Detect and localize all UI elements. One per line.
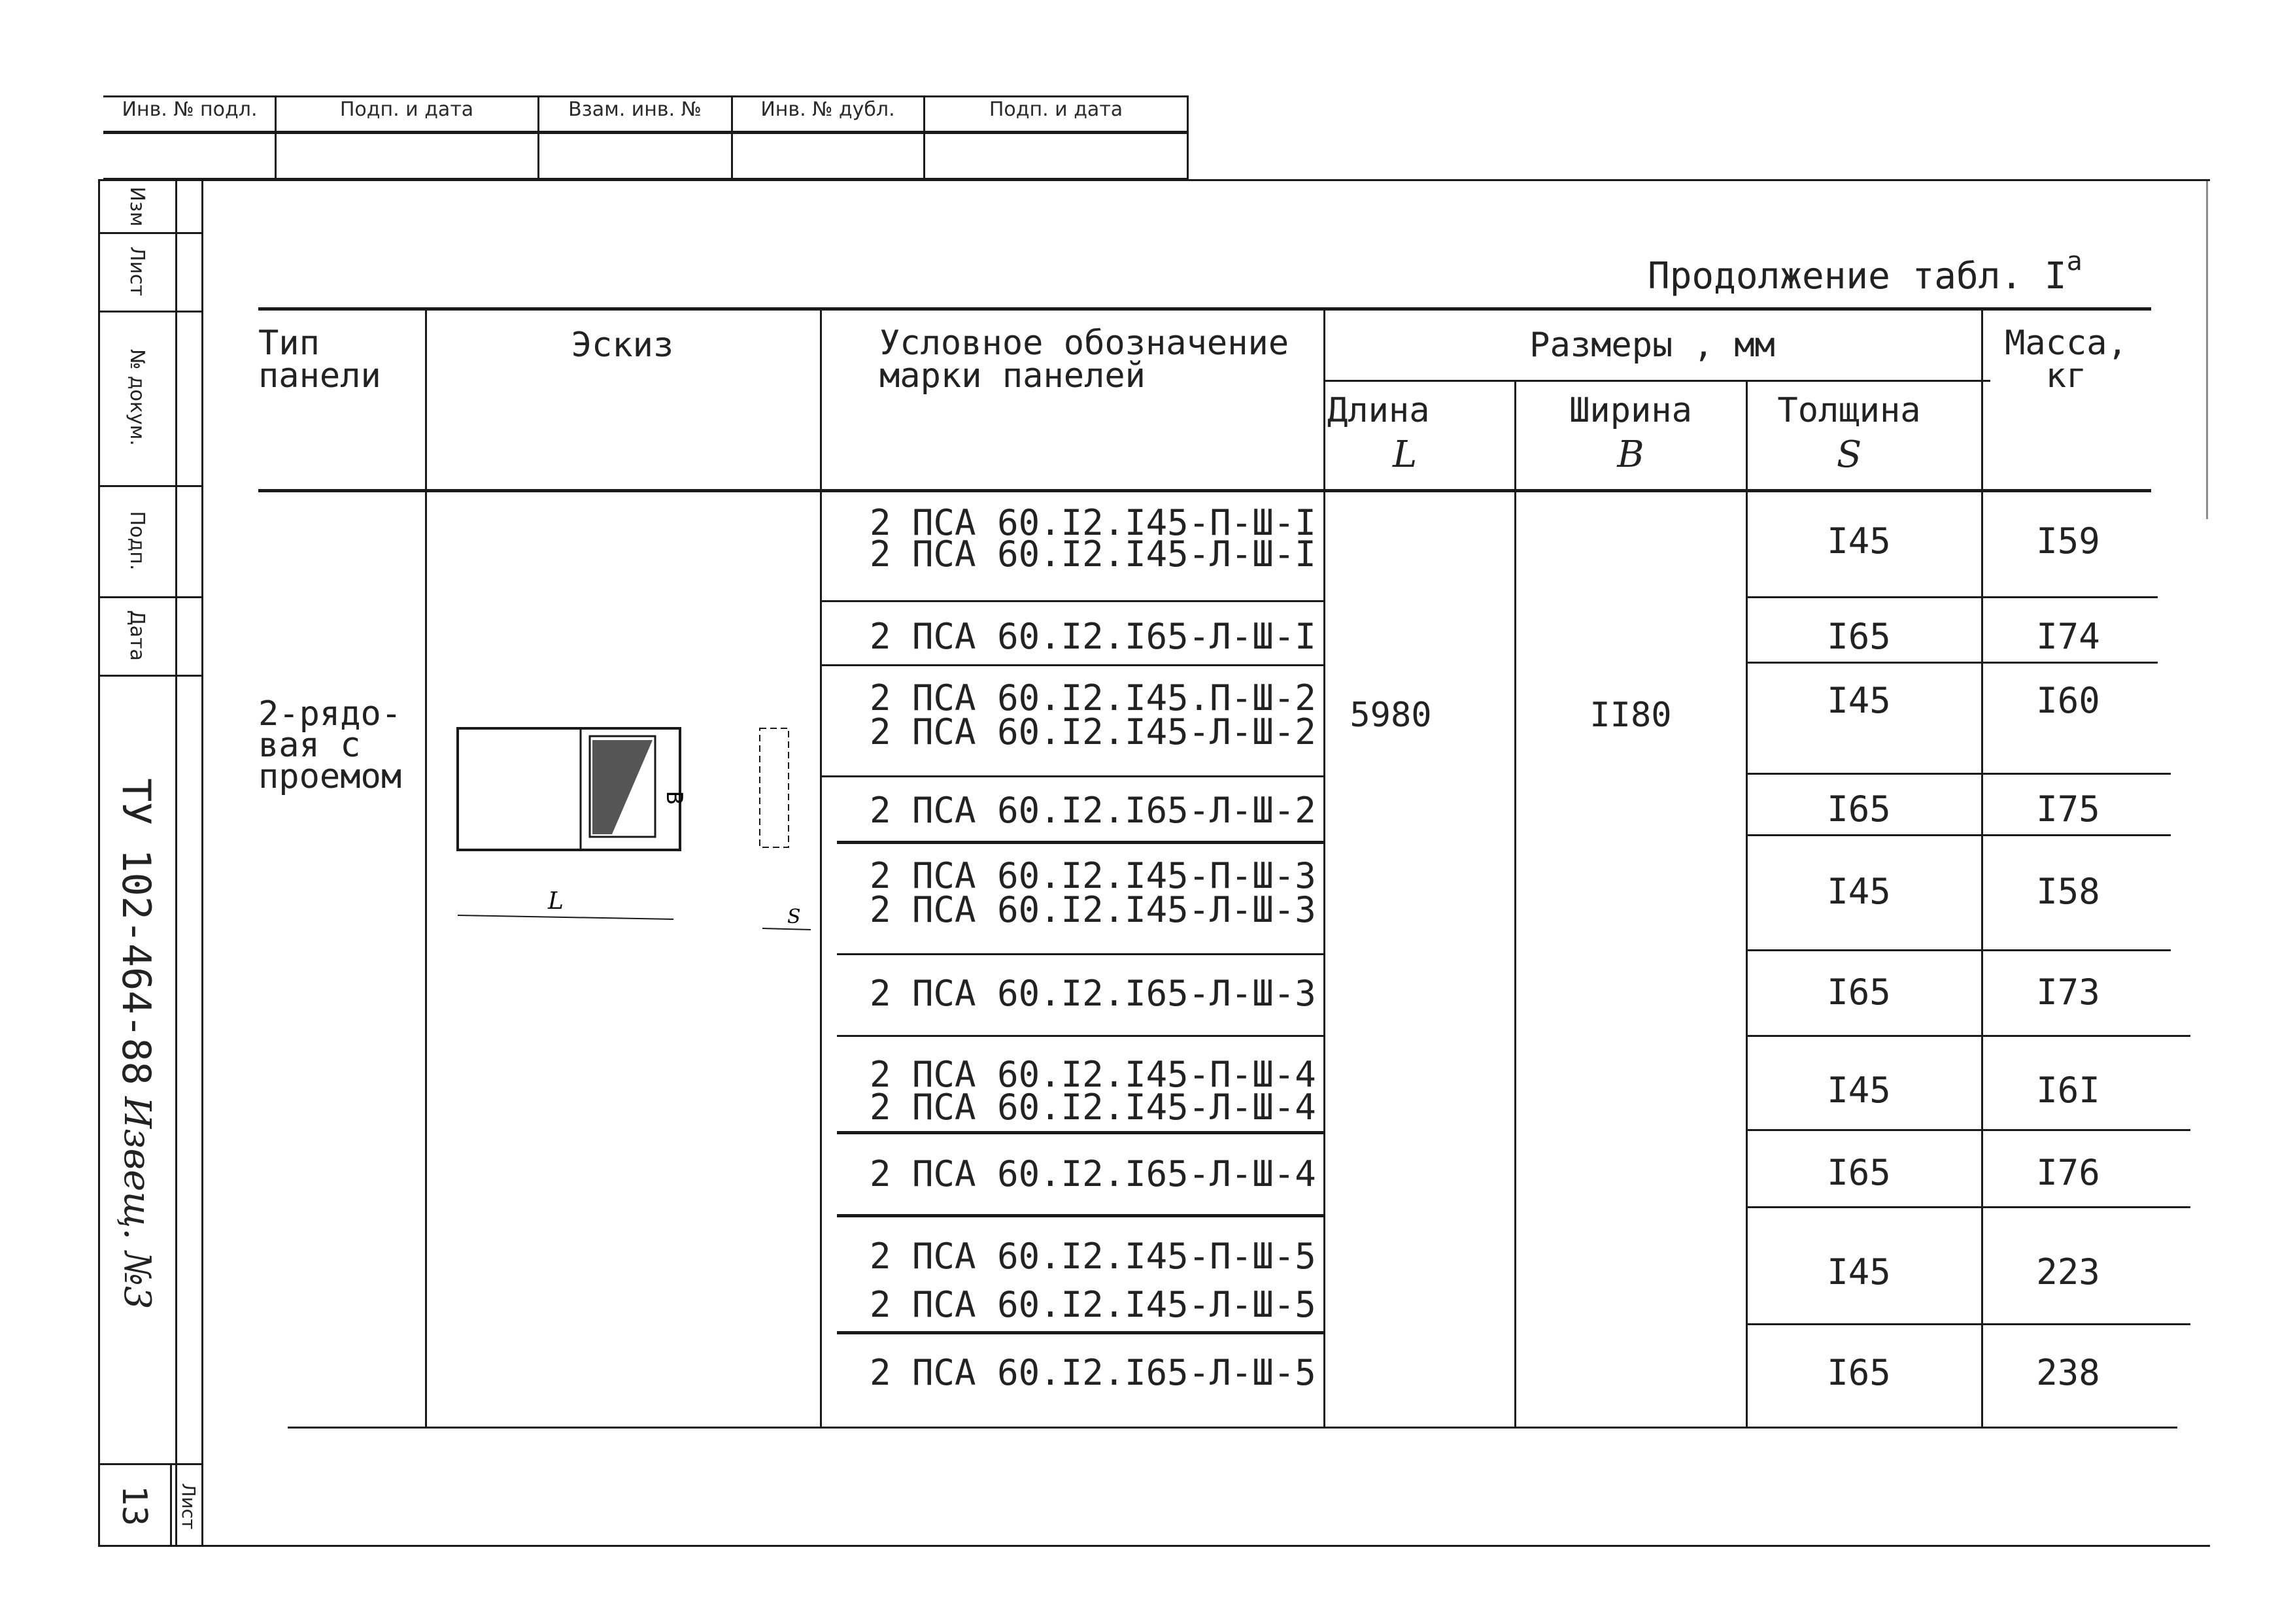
table-caption — [1648, 243, 2082, 295]
stamp-header-inv-orig: Инв. № подл. — [122, 98, 258, 121]
mass-cell: I75 — [2036, 788, 2100, 830]
side-label-date: Дата — [126, 610, 148, 661]
header-mass-text: Масса, кг — [2005, 324, 2128, 396]
thickness-cell: I45 — [1827, 520, 1891, 562]
header-panel-type-text: Тип панели — [258, 324, 381, 396]
caption-text: Продолжение табл. I — [1648, 255, 2067, 297]
stamp-header-sign-date-2: Подп. и дата — [989, 98, 1123, 121]
mark-row: 2 ПСА 60.I2.I45-Л-Ш-3 — [870, 889, 1316, 930]
mass-cell: 223 — [2036, 1251, 2100, 1293]
sketch-dimension-s — [762, 928, 811, 930]
notice-number: Извещ. №3 — [116, 1096, 158, 1310]
header-thickness-symbol: S — [1836, 433, 1862, 476]
length-value: 5980 — [1350, 696, 1432, 735]
stamp-header-replace-inv: Взам. инв. № — [568, 98, 702, 121]
mark-row: 2 ПСА 60.I2.I45-П-Ш-I — [870, 502, 1316, 543]
header-sketch: Эскиз — [571, 326, 674, 365]
thickness-cell: I65 — [1827, 616, 1891, 657]
header-panel-type — [258, 324, 415, 396]
sketch-label-s: S — [787, 905, 801, 928]
mark-row: 2 ПСА 60.I2.I65-Л-Ш-4 — [870, 1153, 1316, 1194]
sheet-number: 13 — [114, 1485, 154, 1527]
panel-type-value-text: 2-рядо-вая с проемом — [258, 694, 402, 796]
sketch-label-l: L — [548, 888, 564, 915]
header-length-symbol: L — [1393, 433, 1418, 476]
header-mark-text: Условное обозначение марки панелей — [879, 324, 1289, 396]
mark-row: 2 ПСА 60.I2.I45-П-Ш-4 — [870, 1054, 1316, 1095]
header-width: Ширина — [1569, 391, 1692, 430]
side-label-doc-number: № докум. — [126, 349, 148, 446]
thickness-cell: I65 — [1827, 972, 1891, 1013]
mark-row: 2 ПСА 60.I2.I45-П-Ш-5 — [870, 1236, 1316, 1277]
mass-cell: I60 — [2036, 680, 2100, 721]
header-mass — [1981, 324, 2151, 396]
mass-cell: I59 — [2036, 520, 2100, 562]
header-thickness: Толщина — [1777, 391, 1921, 430]
doc-code: ТУ 102-464-88 — [113, 778, 159, 1085]
mark-row: 2 ПСА 60.I2.I65-Л-Ш-2 — [870, 790, 1316, 831]
thickness-cell: I65 — [1827, 788, 1891, 830]
header-length: Длина — [1327, 391, 1430, 430]
mass-cell: I58 — [2036, 871, 2100, 912]
mark-row: 2 ПСА 60.I2.I65-Л-Ш-5 — [870, 1352, 1316, 1393]
sketch-panel-side — [760, 728, 789, 847]
thickness-cell: I45 — [1827, 680, 1891, 721]
stamp-header-inv-dup: Инв. № дубл. — [760, 98, 895, 121]
mass-cell: 238 — [2036, 1352, 2100, 1393]
header-mark — [879, 324, 1311, 396]
side-label-izm: Изм — [126, 186, 148, 227]
sketch-label-b: B — [661, 791, 687, 805]
mark-row: 2 ПСА 60.I2.I45.П-Ш-2 — [870, 677, 1316, 719]
mark-row: 2 ПСА 60.I2.I65-Л-Ш-I — [870, 616, 1316, 657]
mass-cell: I73 — [2036, 972, 2100, 1013]
sheet-label: Лист — [178, 1483, 199, 1530]
thickness-cell: I45 — [1827, 1251, 1891, 1293]
mark-row: 2 ПСА 60.I2.I45-Л-Ш-I — [870, 533, 1316, 575]
width-value: II80 — [1590, 696, 1672, 735]
side-label-list: Лист — [126, 246, 148, 297]
mark-row: 2 ПСА 60.I2.I65-Л-Ш-3 — [870, 973, 1316, 1014]
mass-cell: I74 — [2036, 616, 2100, 657]
header-sizes: Размеры , мм — [1529, 326, 1775, 365]
sketch-window-hatch — [592, 740, 653, 834]
mark-row: 2 ПСА 60.I2.I45-П-Ш-3 — [870, 855, 1316, 896]
sketch-dimension-l — [458, 915, 673, 919]
thickness-cell: I65 — [1827, 1152, 1891, 1193]
thickness-cell: I65 — [1827, 1352, 1891, 1393]
header-width-symbol: B — [1617, 433, 1644, 476]
stamp-header-sign-date: Подп. и дата — [339, 98, 474, 121]
mark-row: 2 ПСА 60.I2.I45-Л-Ш-5 — [870, 1284, 1316, 1325]
mass-cell: I6I — [2036, 1070, 2100, 1111]
mark-row: 2 ПСА 60.I2.I45-Л-Ш-2 — [870, 711, 1316, 753]
side-label-sign: Подп. — [126, 511, 148, 571]
caption-superscript: а — [2066, 246, 2082, 277]
panel-sketch — [451, 719, 817, 941]
mass-cell: I76 — [2036, 1152, 2100, 1193]
thickness-cell: I45 — [1827, 871, 1891, 912]
mark-row: 2 ПСА 60.I2.I45-Л-Ш-4 — [870, 1087, 1316, 1128]
panel-type-value — [258, 694, 415, 796]
thickness-cell: I45 — [1827, 1070, 1891, 1111]
